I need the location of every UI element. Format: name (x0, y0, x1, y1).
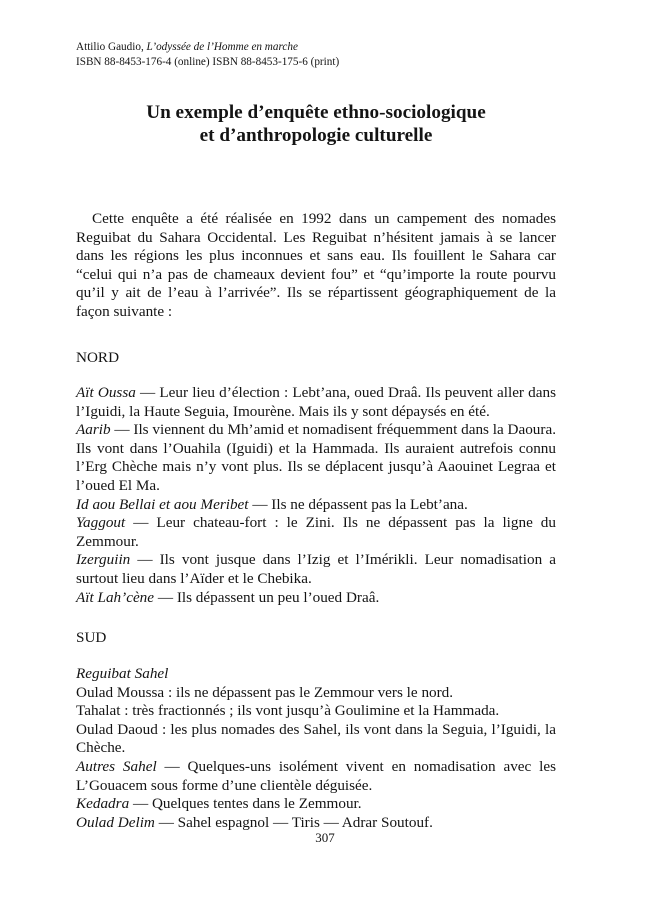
tribe-name: Oulad Delim (76, 813, 155, 831)
chapter-title-line2: et d’anthropologie culturelle (199, 125, 433, 146)
tribe-description: — Ils ne dépassent pas la Lebt’ana. (248, 495, 468, 513)
tribe-name: Yaggout (76, 514, 126, 532)
tribe-description: — Quelques tentes dans le Zemmour. (129, 795, 362, 813)
page-number: 307 (315, 830, 335, 845)
tribe-name: Aarib (76, 421, 111, 439)
header-book-title: L’odyssée de l’Homme en marche (146, 41, 298, 53)
list-item (76, 496, 556, 515)
tribe-description: — Ils vont jusque dans l’Izig et l’Imérikli. Leur nomadisation a surtout lieu dans l’Aïder et le Chebika. (76, 551, 556, 587)
tribe-name: Aït Lah’cène (76, 588, 155, 606)
list-item (76, 795, 556, 814)
tribe-description: — Leur lieu d’élection : Lebt’ana, oued Draâ. Ils peuvent aller dans l’Iguidi, la Haute Seguia, Imourène. Mais ils y sont dépaysés en été. (76, 384, 556, 420)
tribe-description: — Leur chateau-fort : le Zini. Ils ne dépassent pas la ligne du Zemmour. (76, 514, 556, 550)
list-item (76, 758, 556, 795)
header-author: Attilio Gaudio, (76, 41, 147, 53)
section-heading-sud: SUD (76, 629, 107, 646)
tribe-description: — Sahel espagnol — Tiris — Adrar Soutouf. (154, 813, 433, 831)
list-item: Oulad Moussa : ils ne dépassent pas le Zemmour vers le nord. (76, 683, 454, 701)
section-sud (76, 665, 556, 832)
tribe-description: — Ils dépassent un peu l’oued Draâ. (154, 588, 380, 606)
tribe-description: — Ils viennent du Mh’amid et nomadisent fréquemment dans la Daoura. Ils vont dans l’Ouahila (Iguidi) et la Hammada. Ils auraient autrefois connu l’Erg Chèche mais n’y vont plus. Ils se déplacent jusqu’à Aaouinet Legraa et l’oued El Ma. (76, 421, 556, 494)
list-item (76, 589, 556, 608)
list-item (76, 551, 556, 588)
section-heading-nord: NORD (76, 349, 120, 366)
list-item (76, 384, 556, 421)
tribe-name: Id aou Bellai et aou Meribet (76, 495, 249, 513)
chapter-title-line1: Un exemple d’enquête ethno-sociologique (146, 102, 486, 123)
subsection-heading: Reguibat Sahel (76, 665, 169, 682)
header-isbn: ISBN 88-8453-176-4 (online) ISBN 88-8453-175-6 (print) (76, 56, 340, 68)
chapter-title (76, 101, 556, 147)
tribe-name: Aït Oussa (76, 384, 136, 401)
tribe-name: Kedadra (76, 795, 130, 813)
tribe-name: Autres Sahel (76, 757, 157, 775)
list-item (76, 421, 556, 495)
list-item: Oulad Daoud : les plus nomades des Sahel, ils vont dans la Seguia, l’Iguidi, la Chèche. (76, 720, 556, 757)
list-item (76, 514, 556, 551)
tribe-name: Izerguiin (76, 551, 131, 569)
section-nord (76, 384, 556, 607)
list-item: Tahalat : très fractionnés ; ils vont jusqu’à Goulimine et la Hammada. (76, 702, 500, 720)
intro-paragraph: Cette enquête a été réalisée en 1992 dans un campement des nomades Reguibat du Sahara Occidental. Les Reguibat n’hésitent jamais à se lancer dans les régions les plus inconnues et sans eau. Ils fouillent le Sahara car “celui qui n’a pas de chameaux devient fou” et “qu’importe la route pourvu qu’il y ait de l’eau à l’arrivée”. Ils se répartissent géographiquement de la façon suivante : (76, 210, 556, 320)
tribe-description: — Quelques-uns isolément vivent en nomadisation avec les L’Gouacem sous forme d’une clientèle déguisée. (76, 757, 556, 794)
running-header (76, 40, 339, 70)
